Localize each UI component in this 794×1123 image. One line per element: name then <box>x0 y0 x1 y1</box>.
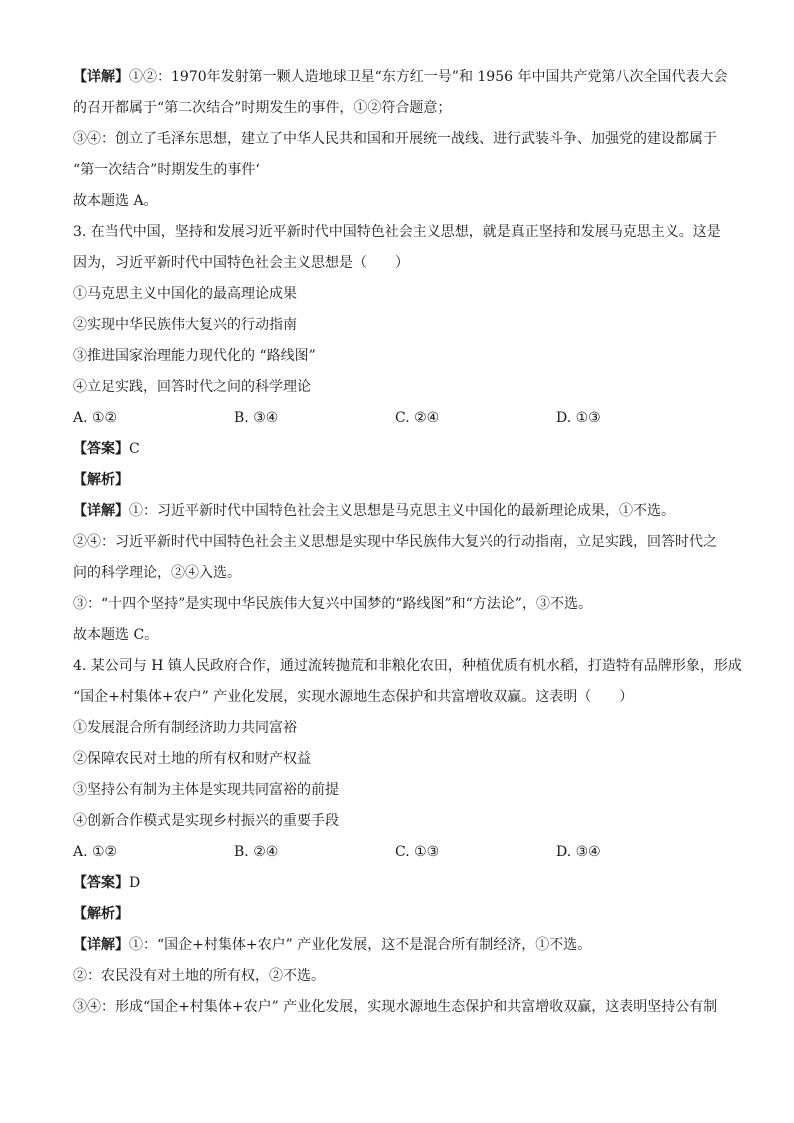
line-text: ①：“国企+村集体+农户” 产业化发展，这不是混合所有制经济，①不选。 <box>129 937 592 953</box>
section-tag: 【答案】 <box>73 441 129 457</box>
text-line: ①发展混合所有制经济助力共同富裕 <box>73 720 297 736</box>
text-line: 3. 在当代中国，坚持和发展习近平新时代中国特色社会主义思想，就是真正坚持和发展马克思主义。这是 <box>73 224 721 240</box>
answer-option: D. ①③ <box>556 410 601 426</box>
text-line: ②保障农民对土地的所有权和财产权益 <box>73 751 311 767</box>
tagged-line <box>73 868 723 899</box>
text-line: 故本题选 C。 <box>73 627 159 643</box>
section-tag: 【详解】 <box>73 937 129 953</box>
tagged-line <box>73 496 723 527</box>
tagged-line <box>73 434 723 465</box>
text-line: ①马克思主义中国化的最高理论成果 <box>73 286 297 302</box>
tagged-line <box>73 465 723 496</box>
text-line: ④创新合作模式是实现乡村振兴的重要手段 <box>73 813 339 829</box>
tagged-line <box>73 899 723 930</box>
tagged-line <box>73 62 728 93</box>
section-tag: 【解析】 <box>73 472 129 488</box>
answer-options <box>73 837 723 868</box>
text-line: ④立足实践，回答时代之问的科学理论 <box>73 379 311 395</box>
line-text: ①：习近平新时代中国特色社会主义思想是马克思主义中国化的最新理论成果，①不选。 <box>129 503 675 519</box>
text-line: 因为，习近平新时代中国特色社会主义思想是（ ） <box>73 255 409 271</box>
text-line: ③④：创立了毛泽东思想，建立了中华人民共和国和开展统一战线、进行武装斗争、加强党的建设都属于 <box>73 131 717 147</box>
text-line: “国企+村集体+农户” 产业化发展，实现水源地生态保护和共富增收双赢。这表明（ ） <box>73 689 634 705</box>
document-page <box>73 62 742 1023</box>
text-line: 故本题选 A。 <box>73 193 158 209</box>
line-text: C <box>129 441 140 457</box>
text-line: ③坚持公有制为主体是实现共同富裕的前提 <box>73 782 339 798</box>
section-tag: 【详解】 <box>73 69 129 85</box>
text-line: ③推进国家治理能力现代化的 “路线图” <box>73 348 316 364</box>
line-text: D <box>129 875 141 891</box>
section-tag: 【答案】 <box>73 875 129 891</box>
tagged-line <box>73 930 723 961</box>
text-line: ②：农民没有对土地的所有权，②不选。 <box>73 968 325 984</box>
answer-option: B. ③④ <box>234 410 279 426</box>
line-text: ①②：1970年发射第一颗人造地球卫星“东方红一号”和 1956 年中国共产党第八次全国代表大会 <box>129 69 728 85</box>
answer-option: C. ①③ <box>395 844 440 860</box>
answer-option: A. ①② <box>73 410 118 426</box>
text-line: “第一次结合”时期发生的事件‘ <box>73 162 260 178</box>
answer-option: B. ②④ <box>234 844 279 860</box>
answer-option: A. ①② <box>73 844 118 860</box>
answer-option: C. ②④ <box>395 410 440 426</box>
text-line: 问的科学理论，②④入选。 <box>73 565 241 581</box>
text-line: ③④：形成“国企+村集体+农户” 产业化发展，实现水源地生态保护和共富增收双赢，这表明坚持公有制 <box>73 999 718 1015</box>
text-line: ③：“十四个坚持”是实现中华民族伟大复兴中国梦的“路线图”和“方法论”，③不选。 <box>73 596 592 612</box>
text-line: ②④：习近平新时代中国特色社会主义思想是实现中华民族伟大复兴的行动指南，立足实践，回答时代之 <box>73 534 717 550</box>
answer-option: D. ③④ <box>556 844 601 860</box>
section-tag: 【解析】 <box>73 906 129 922</box>
text-line: ②实现中华民族伟大复兴的行动指南 <box>73 317 297 333</box>
answer-options <box>73 403 723 434</box>
section-tag: 【详解】 <box>73 503 129 519</box>
text-line: 的召开都属于“第二次结合”时期发生的事件，①②符合题意； <box>73 100 452 116</box>
text-line: 4. 某公司与 H 镇人民政府合作，通过流转抛荒和非粮化农田，种植优质有机水稻，打造特有品牌形象，形成 <box>73 658 742 674</box>
